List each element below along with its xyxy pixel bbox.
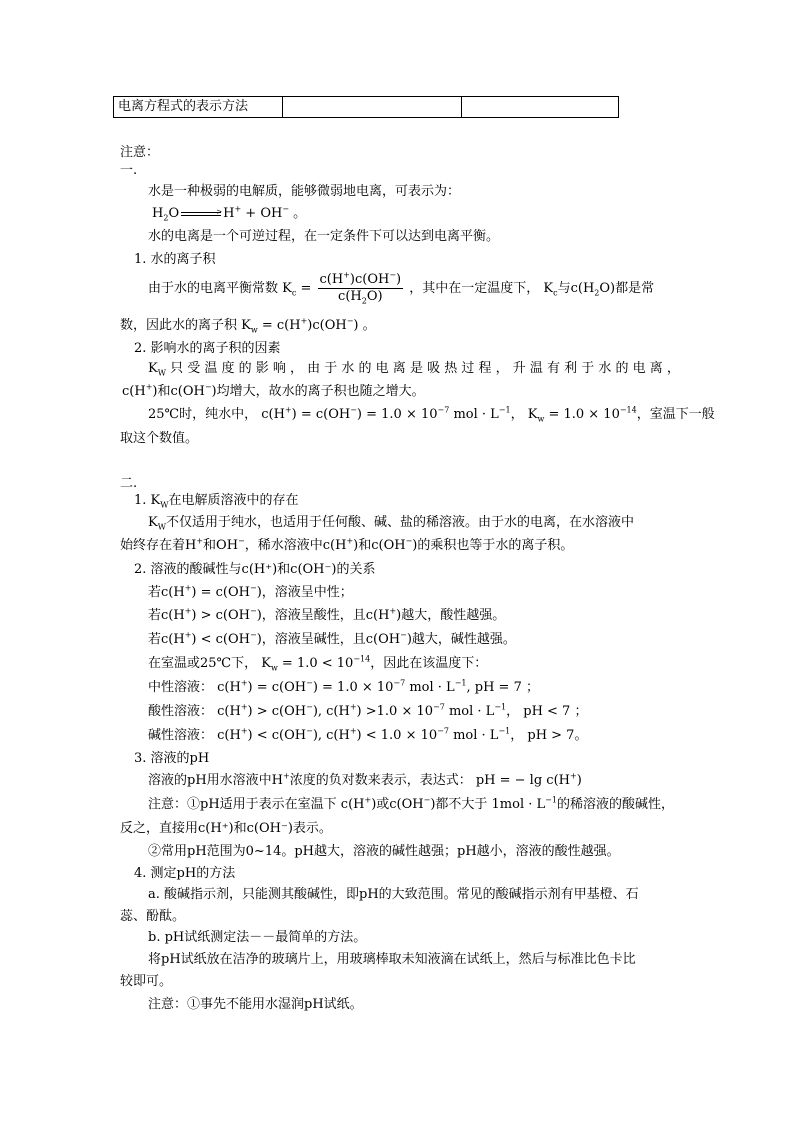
subheading: 2. 溶液的酸碱性与c(H⁺)和c(OH⁻)的关系 <box>134 562 376 577</box>
paragraph: 溶液的pH用水溶液中H+浓度的负对数来表示，表达式： pH = − lg c(H+) <box>148 771 582 788</box>
paragraph: 数，因此水的离子积 $K_w = c(H^+)c(OH^-)$ 。 <box>120 316 376 335</box>
paragraph: 若c(H+) < c(OH−)，溶液呈碱性，且c(OH−)越大，碱性越强。 <box>148 630 516 647</box>
equilibrium-arrow-icon: > <box>181 210 221 218</box>
table-cell <box>283 97 462 118</box>
paragraph: c(H+)和c(OH−)均增大，故水的离子积也随之增大。 <box>122 382 425 399</box>
section-one-heading: 一. <box>120 163 138 178</box>
subheading: 3. 溶液的pH <box>134 751 210 766</box>
subheading: 1. 水的离子积 <box>134 252 216 267</box>
paragraph: 注意：①事先不能用水湿润pH试纸。 <box>148 997 363 1012</box>
paragraph: 注意：①pH适用于表示在室温下 c(H+)或c(OH−)都不大于 $1mol \cdot L^{-1}$的稀溶液的酸碱性， <box>148 795 674 812</box>
paragraph: 水是一种极弱的电解质，能够微弱地电离，可表示为： <box>148 184 461 199</box>
paragraph: 蕊、酚酞。 <box>120 909 186 924</box>
notation-table <box>113 96 619 118</box>
paragraph: 较即可。 <box>120 974 173 989</box>
paragraph: $K_W$不仅适用于纯水，也适用于任何酸、碱、盐的稀溶液。由于水的电离，在水溶液中 <box>148 515 634 532</box>
subheading: 2. 影响水的离子积的因素 <box>134 341 281 356</box>
section-two-heading: 二. <box>120 476 138 491</box>
paragraph: a. 酸碱指示剂，只能测其酸碱性，即pH的大致范围。常见的酸碱指示剂有甲基橙、石 <box>148 887 639 902</box>
paragraph: 始终存在着H+和OH−，稀水溶液中c(H+)和c(OH−)的乘积也等于水的离子积。 <box>120 536 574 553</box>
note-heading: 注意： <box>120 145 160 160</box>
paragraph: 在室温或25℃下， $K_w = 1.0 < 10^{-14}$，因此在该温度下： <box>148 654 488 673</box>
ionization-equation: $H_2O$ > H+ + OH− 。 <box>152 204 307 223</box>
kc-fraction: $\frac{c(H^+)c(OH^-)}{c(H_2O)}$ <box>319 270 402 306</box>
paragraph: 水的电离是一个可逆过程，在一定条件下可以达到电离平衡。 <box>148 229 500 244</box>
paragraph: 酸性溶液： c(H+) > c(OH−), $c(H^+) >1.0 \times 10^{-7}$ mol · $L^{-1}$， pH < 7 ； <box>148 702 588 719</box>
subheading: 4. 测定pH的方法 <box>134 866 236 881</box>
paragraph: 取这个数值。 <box>120 431 199 446</box>
subheading: 1. $K_W$在电解质溶液中的存在 <box>134 493 299 510</box>
paragraph: 若c(H+) > c(OH−)，溶液呈酸性，且c(H+)越大，酸性越强。 <box>148 606 506 623</box>
paragraph: 将pH试纸放在洁净的玻璃片上，用玻璃棒取未知液滴在试纸上，然后与标准比色卡比 <box>148 952 636 967</box>
equilibrium-constant-line: 由于水的电离平衡常数 $K_c$ = $\frac{c(H^+)c(OH^-)}{c(H_2O)}$ ，其中在一定温度下， $K_c$与$c(H_2O)$都是常 <box>148 270 655 306</box>
paragraph: 碱性溶液： c(H+) < c(OH−), $c(H^+) < 1.0 \times 10^{-7}$ mol · $L^{-1}$， pH > 7。 <box>148 726 588 743</box>
paragraph: 中性溶液： $c(H^+) = c(OH^-) = 1.0 \times 10^{-7}$ mol · $L^{-1}$, pH = 7 ； <box>148 678 539 695</box>
table-header-cell: 电离方程式的表示方法 <box>114 97 283 118</box>
paragraph: 反之，直接用c(H⁺)和c(OH⁻)表示。 <box>120 821 332 836</box>
paragraph: ②常用pH范围为0~14。pH越大，溶液的碱性越强；pH越小，溶液的酸性越强。 <box>148 844 620 859</box>
paragraph: b. pH试纸测定法－－最简单的方法。 <box>148 930 367 945</box>
paragraph: $K_W$ 只 受 温 度 的 影 响 ， 由 于 水 的 电 离 是 吸 热 过 程 ， 升 温 有 利 于 水 的 电 离 ， <box>148 361 680 378</box>
table-cell <box>462 97 619 118</box>
paragraph: 若c(H+) = c(OH−)，溶液呈中性； <box>148 583 353 600</box>
paragraph: 25℃时，纯水中， $c(H^+) = c(OH^-) = 1.0 \times 10^{-7}$ mol · $L^{-1}$， $K_w = 1.0 \times 10^{-14}$，室温下一般 <box>148 405 715 424</box>
